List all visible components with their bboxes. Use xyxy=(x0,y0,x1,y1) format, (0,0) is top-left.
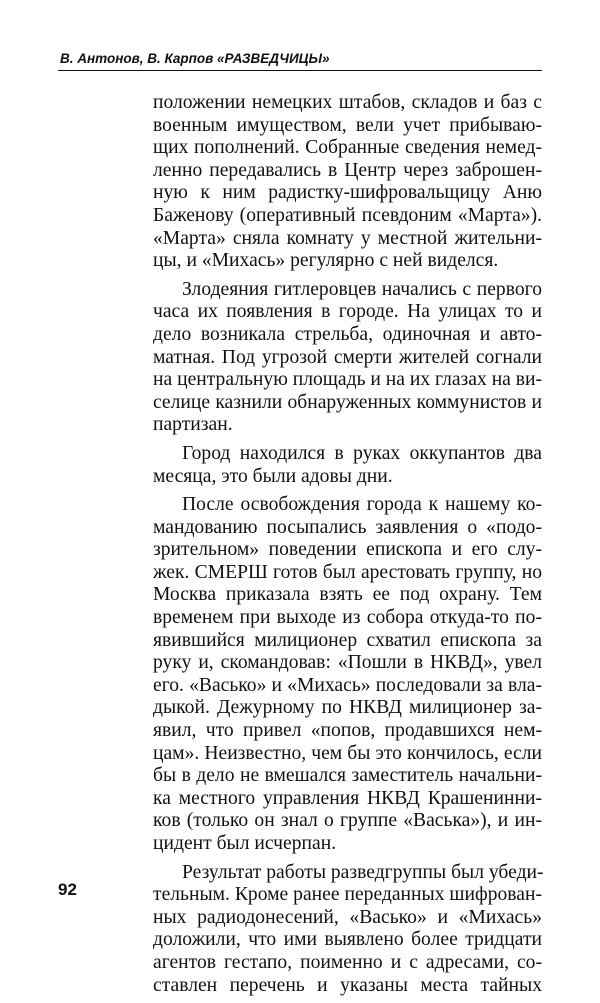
text-line: цам». Неизвестно, чем бы это кончилось, если xyxy=(153,742,542,764)
text-line: зрительном» поведении епископа и его слу- xyxy=(153,539,542,561)
text-line: ка местного управления НКВД Крашенинни- xyxy=(153,787,542,809)
header-rule xyxy=(58,70,542,71)
text-line: Москва приказала взять ее под охрану. Тем xyxy=(153,584,542,606)
running-header: В. Антонов, В. Карпов «РАЗВЕДЧИЦЫ» xyxy=(60,51,330,66)
text-line: часа их появления в городе. На улицах то и xyxy=(153,301,542,323)
text-line: цидент был исчерпан. xyxy=(153,833,337,854)
text-line: временем при выходе из собора откуда-то по- xyxy=(153,607,542,629)
text-line: агентов гестапо, поименно и с адресами, со- xyxy=(153,951,542,973)
text-line: явил, что привел «попов, продавшихся нем- xyxy=(153,720,542,742)
text-line: селице казнили обнаруженных коммунистов и xyxy=(153,391,542,413)
paragraph-1 xyxy=(153,92,542,273)
text-line: ных радиодонесений, «Васько» и «Михась» xyxy=(153,906,542,928)
text-line: руку и, скомандовав: «Пошли в НКВД», увел xyxy=(153,652,542,674)
text-line: положении немецких штабов, складов и баз с xyxy=(153,92,542,113)
text-line: Злодеяния гитлеровцев начались с первого xyxy=(182,278,542,300)
text-line: доложили, что ими выявлено более тридцати xyxy=(153,929,542,951)
paragraph-3 xyxy=(153,443,542,488)
text-line: военным имуществом, вели учет прибываю- xyxy=(153,114,542,136)
text-line: «Марта» сняла комнату у местной жительни- xyxy=(153,227,542,249)
text-line: его. «Васько» и «Михась» последовали за вла- xyxy=(153,674,542,696)
text-line: Город находился в руках оккупантов два xyxy=(182,442,542,464)
page-number: 92 xyxy=(58,880,77,899)
text-line: Результат работы разведгруппы был убеди- xyxy=(182,861,544,883)
text-line: дыкой. Дежурному по НКВД милиционер за- xyxy=(153,697,542,719)
text-line: мандованию посыпались заявления о «подо- xyxy=(153,516,542,538)
text-line: щих пополнений. Собранные сведения немед- xyxy=(153,137,542,159)
text-line: тельным. Кроме ранее переданных шифрован- xyxy=(153,884,542,906)
text-line: дело возникала стрельба, одиночная и авто- xyxy=(153,323,542,345)
text-line: бы в дело не вмешался заместитель начальни- xyxy=(153,765,542,787)
text-line: на центральную площадь и на их глазах на ви- xyxy=(153,369,543,391)
text-line: ставлен перечень и указаны места тайных xyxy=(153,974,542,996)
text-line: ков (только он знал о группе «Васька»), и ин- xyxy=(153,810,542,832)
text-line: После освобождения города к нашему ко- xyxy=(182,494,542,516)
text-line: жек. СМЕРШ готов был арестовать группу, но xyxy=(153,561,542,583)
text-line: матная. Под угрозой смерти жителей согнали xyxy=(153,346,542,368)
paragraph-2 xyxy=(153,279,542,437)
text-line: партизан. xyxy=(153,414,233,436)
paragraph-4 xyxy=(153,494,542,856)
text-line: Баженову (оперативный псевдоним «Марта»). xyxy=(153,204,542,226)
text-line: ленно передавались в Центр через заброшен- xyxy=(153,159,542,181)
text-line: месяца, это были адовы дни. xyxy=(153,465,393,487)
body-text xyxy=(153,92,542,1003)
text-line: ную к ним радистку-шифровальщицу Аню xyxy=(153,182,542,204)
text-line: цы, и «Михась» регулярно с ней виделся. xyxy=(153,250,499,272)
paragraph-5 xyxy=(153,862,542,998)
text-line: явившийся милиционер схватил епископа за xyxy=(153,629,542,651)
